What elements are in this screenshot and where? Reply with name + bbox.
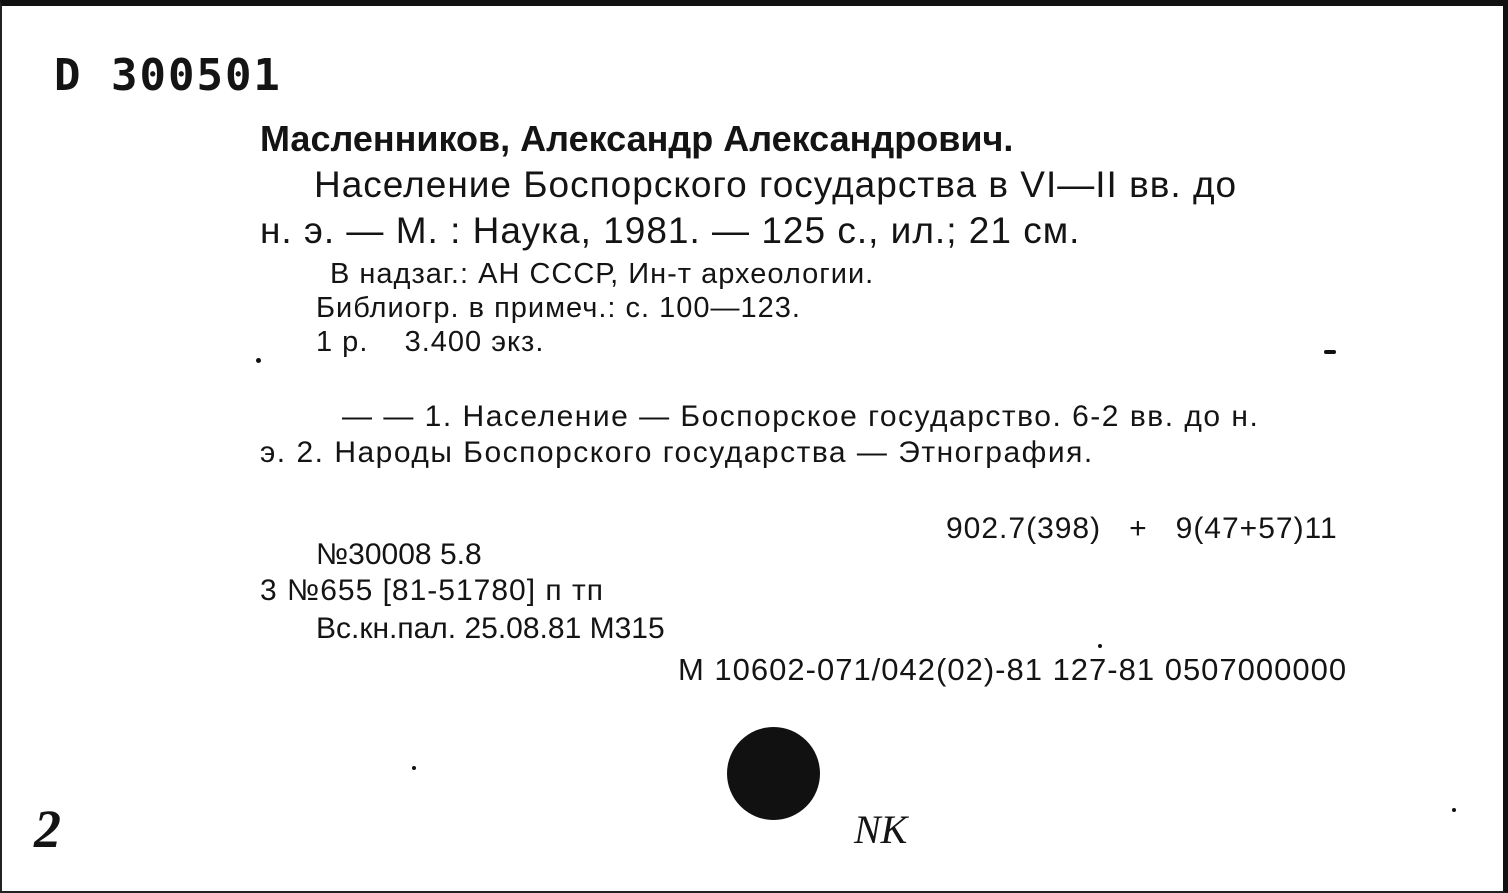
speck-5 bbox=[1452, 808, 1456, 812]
isbn-line: М 10602-071/042(02)-81 127-81 0507000000 bbox=[678, 652, 1348, 687]
speck-3 bbox=[412, 766, 416, 770]
note-header: В надзаг.: АН СССР, Ин-т археологии. bbox=[330, 258, 875, 290]
punch-hole bbox=[727, 727, 820, 820]
subject-line-2: э. 2. Народы Боспорского государства — Этнография. bbox=[260, 436, 1094, 469]
speck-1 bbox=[256, 358, 261, 363]
number-line: №30008 5.8 bbox=[316, 538, 482, 571]
classification-index: 902.7(398) + 9(47+57)11 bbox=[946, 512, 1338, 545]
chamber-line: Вс.кн.пал. 25.08.81 М315 bbox=[316, 612, 665, 645]
price-run: 1 р. 3.400 экз. bbox=[316, 326, 545, 358]
order-line: 3 №655 [81-51780] п тп bbox=[260, 574, 604, 607]
title-line-1-text: Население Боспорского государства в VI—II вв. до bbox=[314, 164, 1238, 205]
handwritten-mark: 2 bbox=[34, 799, 61, 859]
title-line-2: н. э. — М. : Наука, 1981. — 125 с., ил.; 21 см. bbox=[260, 210, 1081, 251]
subject-line-1: — — 1. Население — Боспорское государство. 6-2 вв. до н. bbox=[342, 400, 1260, 433]
speck-4 bbox=[1098, 644, 1102, 648]
note-bibliography: Библиогр. в примеч.: с. 100—123. bbox=[316, 292, 801, 324]
title-line-1 bbox=[314, 164, 1430, 206]
handwritten-initials: NK bbox=[854, 807, 908, 852]
author-heading: Масленников, Александр Александрович. bbox=[260, 118, 1014, 159]
speck-2 bbox=[1324, 350, 1336, 354]
call-number: D 300501 bbox=[54, 50, 282, 101]
